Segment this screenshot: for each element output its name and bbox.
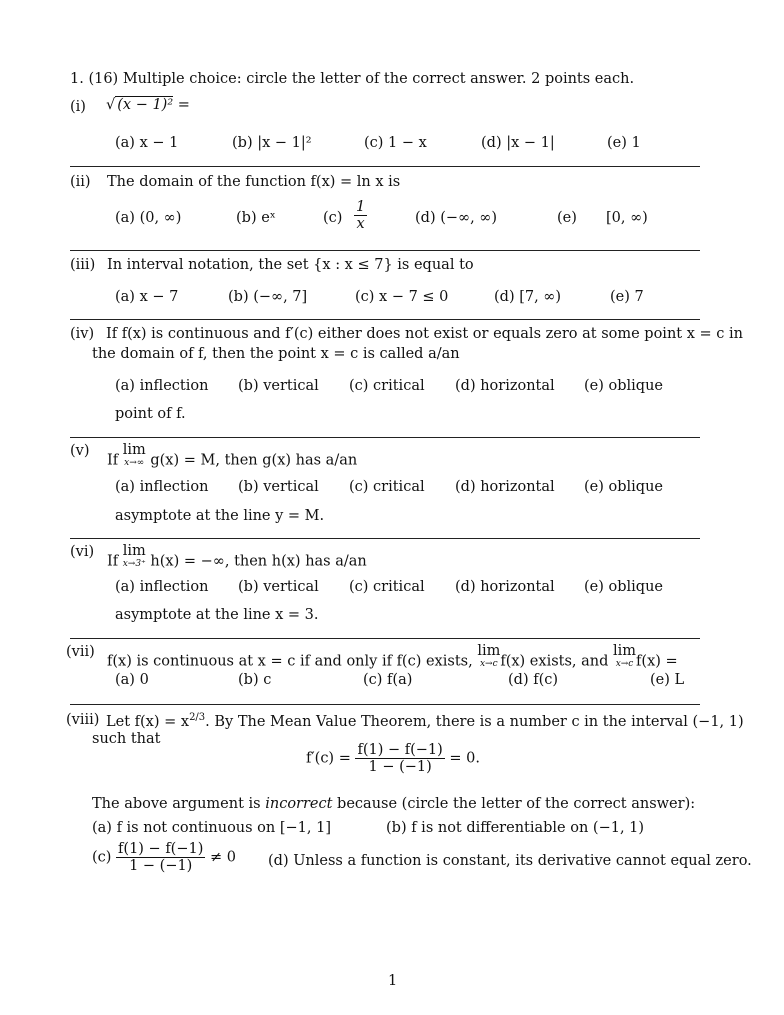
q5-option-a[interactable]: (a) inflection: [115, 479, 209, 495]
q5-stem: [107, 443, 357, 469]
lim-word: lim: [613, 643, 637, 659]
q7-option-b[interactable]: (b) c: [238, 672, 272, 688]
q3-number: (iii): [70, 257, 96, 273]
eq-rhs: = 0.: [449, 750, 481, 767]
q7-option-a[interactable]: (a) 0: [115, 672, 149, 688]
q4-option-a[interactable]: (a) inflection: [115, 378, 209, 394]
q4-option-b[interactable]: (b) vertical: [238, 378, 319, 394]
sqrt-symbol: √: [106, 97, 116, 113]
divider: [70, 250, 700, 251]
eq-lhs: f′(c) =: [306, 750, 351, 767]
divider: [70, 704, 700, 705]
lim-word: lim: [122, 442, 146, 458]
q7-option-d[interactable]: (d) f(c): [508, 672, 559, 688]
q5-option-e[interactable]: (e) oblique: [584, 479, 663, 495]
q8-argument: [92, 796, 695, 812]
frac-denominator: x: [354, 215, 367, 232]
lim-subscript: x→c: [615, 658, 634, 669]
opt-c-label: (c): [92, 849, 112, 866]
q8-option-b[interactable]: (b) f is not differentiable on (−1, 1): [386, 820, 645, 836]
q2-option-e-value: [0, ∞): [606, 210, 648, 226]
divider: [70, 538, 700, 539]
q7-option-c[interactable]: (c) f(a): [363, 672, 413, 688]
page-number: 1: [388, 973, 398, 989]
divider: [70, 437, 700, 438]
argument-emphasis: incorrect: [265, 796, 333, 812]
q1-stem: [106, 97, 190, 113]
q8-stem-a: Let f(x) = x: [106, 713, 190, 730]
argument-text-end: because (circle the letter of the correct answer):: [332, 796, 696, 812]
q1-option-e[interactable]: (e) 1: [607, 135, 641, 151]
q3-option-e[interactable]: (e) 7: [610, 289, 644, 305]
q8-stem-line1: [106, 712, 744, 730]
q2-option-b[interactable]: (b) eˣ: [236, 210, 276, 226]
q8-option-a[interactable]: (a) f is not continuous on [−1, 1]: [92, 820, 331, 836]
q3-option-a[interactable]: (a) x − 7: [115, 289, 179, 305]
lim-subscript: x→c: [479, 658, 498, 669]
q5-tail: asymptote at the line y = M.: [115, 508, 325, 524]
lim-word: lim: [477, 643, 501, 659]
q8-exponent: 2/3: [189, 712, 206, 723]
q5-option-d[interactable]: (d) horizontal: [455, 479, 555, 495]
q2-option-e[interactable]: (e): [557, 210, 577, 226]
q6-option-e[interactable]: (e) oblique: [584, 579, 663, 595]
q8-number: (viii): [66, 712, 100, 728]
q6-stem-pre: If: [107, 553, 123, 570]
divider: [70, 638, 700, 639]
q3-stem: In interval notation, the set {x : x ≤ 7} is equal to: [107, 257, 474, 273]
lim-subscript: x→∞: [124, 457, 145, 468]
frac-numerator: 1: [356, 199, 366, 215]
q3-option-c[interactable]: (c) x − 7 ≤ 0: [355, 289, 449, 305]
q7-number: (vii): [66, 644, 95, 660]
q1-number: (i): [70, 99, 86, 115]
q4-tail: point of f.: [115, 406, 186, 422]
q5-number: (v): [70, 443, 90, 459]
q1-option-b[interactable]: (b) |x − 1|²: [232, 135, 312, 151]
q4-stem-line1: If f(x) is continuous and f′(c) either does not exist or equals zero at some point x = c in: [106, 326, 743, 342]
q7-stem-c: f(x) =: [636, 653, 678, 670]
opt-c-numerator: f(1) − f(−1): [118, 841, 204, 857]
q2-number: (ii): [70, 174, 91, 190]
q2-option-c-fraction: [354, 199, 367, 232]
q7-stem: [107, 644, 678, 670]
q7-option-e[interactable]: (e) L: [650, 672, 685, 688]
q4-number: (iv): [70, 326, 95, 342]
lim-word: lim: [122, 543, 146, 559]
q6-stem: [107, 544, 367, 570]
q6-option-a[interactable]: (a) inflection: [115, 579, 209, 595]
q8-option-c[interactable]: [92, 841, 236, 874]
q2-option-a[interactable]: (a) (0, ∞): [115, 210, 182, 226]
q6-option-b[interactable]: (b) vertical: [238, 579, 319, 595]
q4-option-c[interactable]: (c) critical: [349, 378, 425, 394]
q1-option-a[interactable]: (a) x − 1: [115, 135, 179, 151]
q6-stem-post: h(x) = −∞, then h(x) has a/an: [145, 553, 367, 570]
q1-radicand: (x − 1)²: [117, 97, 174, 113]
problem-header: 1. (16) Multiple choice: circle the letter of the correct answer. 2 points each.: [70, 71, 635, 87]
q4-option-e[interactable]: (e) oblique: [584, 378, 663, 394]
q2-option-d[interactable]: (d) (−∞, ∞): [415, 210, 498, 226]
divider: [70, 319, 700, 320]
q4-option-d[interactable]: (d) horizontal: [455, 378, 555, 394]
q6-tail: asymptote at the line x = 3.: [115, 607, 319, 623]
opt-c-rhs: ≠ 0: [210, 849, 236, 866]
q6-option-d[interactable]: (d) horizontal: [455, 579, 555, 595]
q6-option-c[interactable]: (c) critical: [349, 579, 425, 595]
q2-stem: The domain of the function f(x) = ln x is: [107, 174, 401, 190]
q5-stem-pre: If: [107, 452, 123, 469]
divider: [70, 166, 700, 167]
q7-stem-b: f(x) exists, and: [500, 653, 614, 670]
q1-stem-suffix: =: [173, 97, 190, 113]
q4-stem-line2: the domain of f, then the point x = c is called a/an: [92, 346, 460, 362]
q8-option-d[interactable]: (d) Unless a function is constant, its derivative cannot equal zero.: [268, 853, 752, 869]
eq-denominator: 1 − (−1): [355, 758, 444, 775]
q8-stem-line2: such that: [92, 731, 161, 747]
argument-text: The above argument is: [92, 796, 266, 812]
q8-stem-b: . By The Mean Value Theorem, there is a number c in the interval (−1, 1): [205, 713, 744, 730]
q5-stem-post: g(x) = M, then g(x) has a/an: [145, 452, 358, 469]
q2-option-c[interactable]: (c): [323, 210, 343, 226]
q5-option-b[interactable]: (b) vertical: [238, 479, 319, 495]
q1-option-d[interactable]: (d) |x − 1|: [481, 135, 555, 151]
opt-c-denominator: 1 − (−1): [116, 857, 205, 874]
q6-number: (vi): [70, 544, 95, 560]
q8-equation: [306, 742, 480, 775]
q7-stem-a: f(x) is continuous at x = c if and only if f(c) exists,: [107, 653, 478, 670]
q5-option-c[interactable]: (c) critical: [349, 479, 425, 495]
lim-subscript: x→3⁺: [122, 558, 146, 569]
q3-option-d[interactable]: (d) [7, ∞): [494, 289, 562, 305]
eq-numerator: f(1) − f(−1): [357, 742, 443, 758]
q3-option-b[interactable]: (b) (−∞, 7]: [228, 289, 308, 305]
q1-option-c[interactable]: (c) 1 − x: [364, 135, 427, 151]
